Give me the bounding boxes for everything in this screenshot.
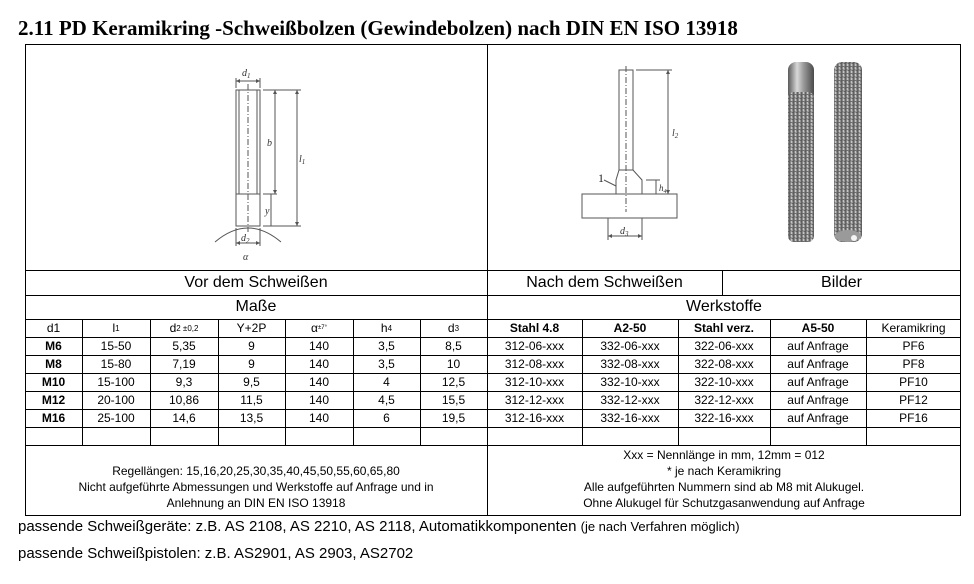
cell-a2-50: 332-08-xxx xyxy=(600,357,660,371)
cell-h4: 3,5 xyxy=(378,357,395,371)
cell-l1: 15-80 xyxy=(100,357,132,371)
cell-d2: 9,3 xyxy=(175,375,193,389)
header-d1: d1 xyxy=(46,321,61,335)
cell-a2-50: 332-06-xxx xyxy=(600,339,660,353)
cell-d3: 19,5 xyxy=(441,411,466,425)
cell-stahl-48: 312-10-xxx xyxy=(504,375,565,389)
label-h4: $h_4$ xyxy=(659,183,667,195)
cell-a2-50: 332-12-xxx xyxy=(600,393,660,407)
cell-d2: 5,35 xyxy=(172,339,196,353)
cell-h4: 4 xyxy=(383,375,390,389)
note-line: Alle aufgeführten Nummern sind ab M8 mit Alukugel. xyxy=(583,480,865,494)
header-h4: h 4 xyxy=(380,321,393,335)
cell-a2-50: 332-10-xxx xyxy=(600,375,660,389)
label-l2: $l_2$ xyxy=(672,128,679,140)
cell-a5-50: auf Anfrage xyxy=(787,393,849,407)
caption-pictures: Bilder xyxy=(821,273,862,291)
cell-alpha: 140 xyxy=(308,393,330,407)
label-y: y xyxy=(265,206,270,217)
header-a5-50: A5-50 xyxy=(801,321,835,335)
cell-alpha: 140 xyxy=(308,357,330,371)
cell-stahl-verz: 322-12-xxx xyxy=(694,393,754,407)
label-d1: $d_1$ xyxy=(242,68,251,80)
cell-l1: 20-100 xyxy=(97,393,135,407)
cell-l1: 25-100 xyxy=(97,411,135,425)
note-line: Anlehnung an DIN EN ISO 13918 xyxy=(166,496,346,510)
footer-welding-guns: passende Schweißpistolen: z.B. AS2901, AS 2903, AS2702 xyxy=(18,545,414,562)
notes-materials xyxy=(487,447,961,511)
cell-a2-50: 332-16-xxx xyxy=(600,411,660,425)
label-l1: $l_1$ xyxy=(299,154,306,166)
header-l1: l 1 xyxy=(112,321,120,335)
header-alpha: α ±7° xyxy=(311,321,327,335)
cell-d3: 12,5 xyxy=(441,375,466,389)
page-title: 2.11 PD Keramikring -Schweißbolzen (Gewindebolzen) nach DIN EN ISO 13918 xyxy=(18,16,738,40)
cell-stahl-48: 312-08-xxx xyxy=(504,357,565,371)
notes-dimensions xyxy=(25,463,487,511)
cell-yp: 11,5 xyxy=(240,393,263,407)
cell-stahl-verz: 322-10-xxx xyxy=(694,375,754,389)
cell-stahl-verz: 322-06-xxx xyxy=(694,339,754,353)
footer-welding-devices: passende Schweißgeräte: z.B. AS 2108, AS 2210, AS 2118, Automatikkomponenten (je nach Verfahren möglich) xyxy=(18,518,740,535)
header-a2-50: A2-50 xyxy=(613,321,647,335)
header-stahl-verz: Stahl verz. xyxy=(693,321,755,335)
cell-d3: 8,5 xyxy=(445,339,462,353)
header-stahl-48: Stahl 4.8 xyxy=(509,321,560,335)
header-d3: d 3 xyxy=(447,321,460,335)
note-line: * je nach Keramikring xyxy=(666,464,782,478)
cell-stahl-48: 312-12-xxx xyxy=(504,393,565,407)
cell-stahl-verz: 322-16-xxx xyxy=(694,411,754,425)
cell-ceramic-ring: PF8 xyxy=(902,357,925,371)
caption-dimensions: Maße xyxy=(235,298,277,315)
stud-drawing-after xyxy=(572,64,690,248)
cell-stahl-48: 312-06-xxx xyxy=(504,339,565,353)
label-d3: $d_3$ xyxy=(620,226,629,238)
cell-d1: M8 xyxy=(45,357,62,371)
cell-d2: 14,6 xyxy=(172,411,196,425)
label-b: b xyxy=(267,138,272,149)
cell-a5-50: auf Anfrage xyxy=(787,411,849,425)
caption-after-welding: Nach dem Schweißen xyxy=(526,273,683,291)
cell-yp: 9 xyxy=(248,357,255,371)
cell-stahl-verz: 322-08-xxx xyxy=(694,357,754,371)
stud-photo xyxy=(770,52,880,252)
cell-d1: M12 xyxy=(41,393,66,407)
label-marker: 1 xyxy=(598,171,604,185)
cell-l1: 15-50 xyxy=(100,339,132,353)
cell-d3: 15,5 xyxy=(441,393,466,407)
cell-ceramic-ring: PF10 xyxy=(899,375,928,389)
label-alpha: α xyxy=(243,252,249,263)
cell-a5-50: auf Anfrage xyxy=(787,375,849,389)
stud-drawing-before xyxy=(195,64,315,264)
header-ceramic-ring: Keramikring xyxy=(881,321,946,335)
note-line: Regellängen: 15,16,20,25,30,35,40,45,50,55,60,65,80 xyxy=(112,464,400,478)
note-line: Nicht aufgeführte Abmessungen und Werkstoffe auf Anfrage und in xyxy=(78,480,434,494)
label-d2: $d_2$ xyxy=(241,233,250,245)
cell-alpha: 140 xyxy=(308,411,330,425)
cell-h4: 3,5 xyxy=(378,339,395,353)
cell-yp: 9,5 xyxy=(243,375,260,389)
cell-ceramic-ring: PF16 xyxy=(899,411,928,425)
cell-yp: 9 xyxy=(248,339,255,353)
note-line: Xxx = Nennlänge in mm, 12mm = 012 xyxy=(623,448,825,462)
cell-d1: M6 xyxy=(45,339,62,353)
cell-h4: 4,5 xyxy=(378,393,395,407)
cell-l1: 15-100 xyxy=(97,375,135,389)
cell-alpha: 140 xyxy=(308,339,330,353)
cell-yp: 13,5 xyxy=(239,411,264,425)
cell-h4: 6 xyxy=(383,411,390,425)
header-d2: d 2 ±0,2 xyxy=(169,321,199,335)
cell-a5-50: auf Anfrage xyxy=(787,357,849,371)
cell-d1: M10 xyxy=(41,375,66,389)
header-yp: Y+2P xyxy=(236,321,267,335)
cell-d3: 10 xyxy=(446,357,461,371)
caption-materials: Werkstoffe xyxy=(686,298,762,315)
cell-d2: 7,19 xyxy=(172,357,196,371)
cell-d1: M16 xyxy=(41,411,66,425)
cell-ceramic-ring: PF6 xyxy=(902,339,925,353)
cell-d2: 10,86 xyxy=(168,393,200,407)
cell-ceramic-ring: PF12 xyxy=(899,393,928,407)
cell-stahl-48: 312-16-xxx xyxy=(504,411,565,425)
note-line: Ohne Alukugel für Schutzgasanwendung auf Anfrage xyxy=(583,496,865,510)
cell-alpha: 140 xyxy=(308,375,330,389)
caption-before-welding: Vor dem Schweißen xyxy=(184,273,328,291)
cell-a5-50: auf Anfrage xyxy=(787,339,849,353)
